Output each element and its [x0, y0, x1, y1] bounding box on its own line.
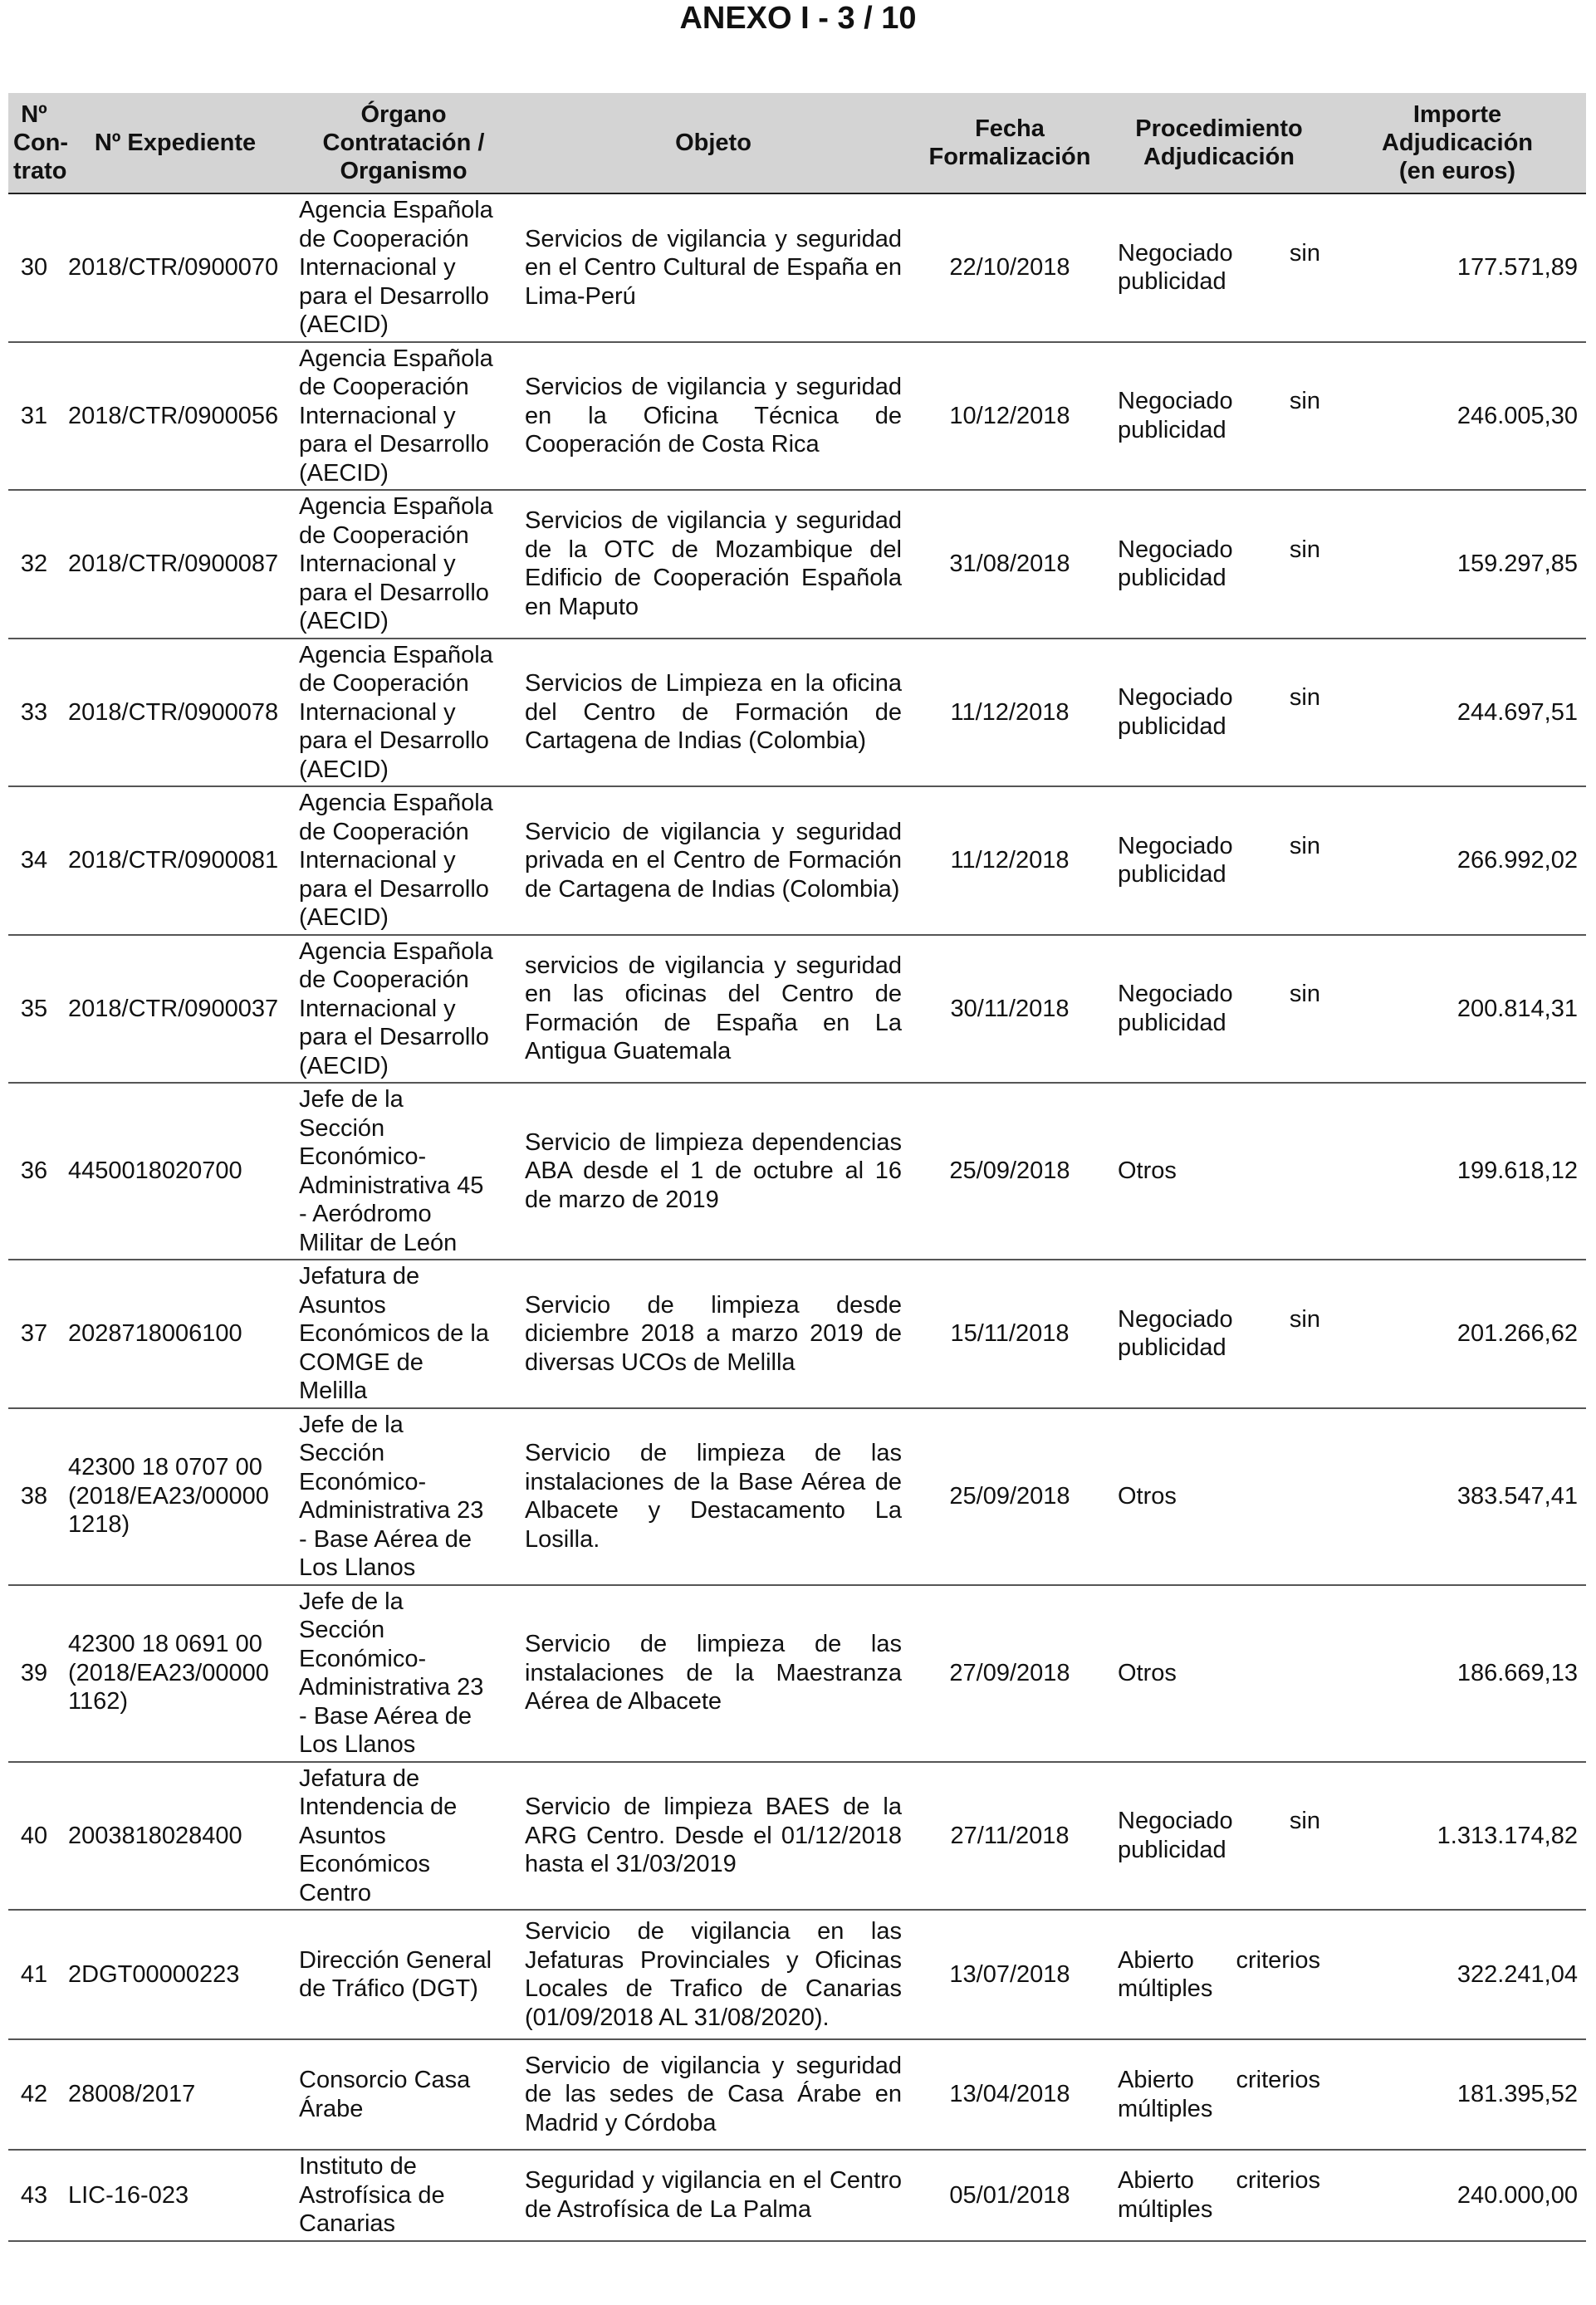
procedure-qualifier: sin — [1289, 388, 1320, 415]
formalization-date: 05/01/2018 — [910, 2150, 1109, 2241]
award-amount: 186.669,13 — [1329, 1585, 1586, 1762]
table-row — [8, 342, 1586, 491]
contracting-body: Jefe de la Sección Económico- Administrativa 23 - Base Aérea de Los Llanos — [291, 1585, 516, 1762]
procedure-qualifier: criterios — [1236, 2167, 1320, 2195]
header-fecha: Fecha Formalización — [910, 93, 1109, 193]
contract-object: Servicios de vigilancia y seguridad en el Centro Cultural de España en Lima-Perú — [516, 193, 910, 342]
procedure-detail: múltiples — [1118, 1975, 1213, 2002]
procedure-type: Negociado — [1118, 239, 1233, 267]
contract-number: 38 — [8, 1408, 60, 1585]
header-organo: Órgano Contratación / Organismo — [291, 93, 516, 193]
contract-object: Servicio de vigilancia y seguridad de las sedes de Casa Árabe en Madrid y Córdoba — [516, 2039, 910, 2150]
contract-number: 43 — [8, 2150, 60, 2241]
award-procedure — [1109, 490, 1329, 639]
contract-number: 34 — [8, 786, 60, 935]
procedure-type: Negociado — [1118, 981, 1233, 1008]
formalization-date: 25/09/2018 — [910, 1408, 1109, 1585]
expediente-number: 2018/CTR/0900078 — [60, 639, 291, 787]
award-procedure — [1109, 1910, 1329, 2039]
procedure-type: Negociado — [1118, 832, 1233, 859]
award-amount: 322.241,04 — [1329, 1910, 1586, 2039]
procedure-type: Negociado — [1118, 536, 1233, 563]
award-procedure — [1109, 2039, 1329, 2150]
contract-object: servicios de vigilancia y seguridad en las oficinas del Centro de Formación de España en La Antigua Guatemala — [516, 935, 910, 1084]
award-amount: 246.005,30 — [1329, 342, 1586, 491]
award-amount: 383.547,41 — [1329, 1408, 1586, 1585]
award-amount: 177.571,89 — [1329, 193, 1586, 342]
award-procedure — [1109, 342, 1329, 491]
award-procedure — [1109, 786, 1329, 935]
header-procedimiento: Procedimiento Adjudicación — [1109, 93, 1329, 193]
expediente-number: 28008/2017 — [60, 2039, 291, 2150]
procedure-type: Abierto — [1118, 1946, 1194, 1974]
expediente-number: 2028718006100 — [60, 1260, 291, 1408]
expediente-number: 42300 18 0691 00 (2018/EA23/00000 1162) — [60, 1585, 291, 1762]
expediente-number: 2DGT00000223 — [60, 1910, 291, 2039]
contract-object: Servicios de vigilancia y seguridad de la OTC de Mozambique del Edificio de Cooperación Española en Maputo — [516, 490, 910, 639]
award-amount: 201.266,62 — [1329, 1260, 1586, 1408]
procedure-type: Abierto — [1118, 2167, 1194, 2195]
procedure-detail: publicidad — [1118, 1334, 1226, 1362]
expediente-number: 2018/CTR/0900037 — [60, 935, 291, 1084]
contract-object: Servicios de vigilancia y seguridad en la Oficina Técnica de Cooperación de Costa Rica — [516, 342, 910, 491]
table-row — [8, 1408, 1586, 1585]
procedure-qualifier: sin — [1289, 684, 1320, 712]
procedure-type: Negociado — [1118, 1305, 1233, 1333]
award-amount: 181.395,52 — [1329, 2039, 1586, 2150]
contracts-table — [8, 93, 1586, 2242]
table-row — [8, 1083, 1586, 1260]
header-expediente: Nº Expediente — [60, 93, 291, 193]
table-row — [8, 490, 1586, 639]
procedure-type: Negociado — [1118, 684, 1233, 712]
procedure-detail: publicidad — [1118, 268, 1226, 296]
contract-number: 30 — [8, 193, 60, 342]
award-amount: 244.697,51 — [1329, 639, 1586, 787]
procedure-type: Abierto — [1118, 2067, 1194, 2093]
formalization-date: 13/07/2018 — [910, 1910, 1109, 2039]
procedure-detail: publicidad — [1118, 1836, 1226, 1863]
procedure-qualifier: sin — [1289, 832, 1320, 859]
formalization-date: 31/08/2018 — [910, 490, 1109, 639]
contract-number: 41 — [8, 1910, 60, 2039]
table-row — [8, 935, 1586, 1084]
formalization-date: 11/12/2018 — [910, 639, 1109, 787]
award-amount: 1.313.174,82 — [1329, 1762, 1586, 1911]
award-procedure — [1109, 1585, 1329, 1762]
table-row — [8, 2039, 1586, 2150]
award-procedure — [1109, 2150, 1329, 2241]
contracting-body: Agencia Española de Cooperación Internacional y para el Desarrollo (AECID) — [291, 193, 516, 342]
contracting-body: Consorcio Casa Árabe — [291, 2039, 516, 2150]
procedure-qualifier: sin — [1289, 1808, 1320, 1835]
expediente-number: LIC-16-023 — [60, 2150, 291, 2241]
contract-number: 42 — [8, 2039, 60, 2150]
table-row — [8, 1762, 1586, 1911]
contract-number: 31 — [8, 342, 60, 491]
contract-object: Seguridad y vigilancia en el Centro de Astrofísica de La Palma — [516, 2150, 910, 2241]
formalization-date: 11/12/2018 — [910, 786, 1109, 935]
award-amount: 240.000,00 — [1329, 2150, 1586, 2241]
formalization-date: 22/10/2018 — [910, 193, 1109, 342]
procedure-detail: publicidad — [1118, 861, 1226, 888]
contract-number: 33 — [8, 639, 60, 787]
table-row — [8, 639, 1586, 787]
formalization-date: 27/11/2018 — [910, 1762, 1109, 1911]
formalization-date: 25/09/2018 — [910, 1083, 1109, 1260]
contract-object: Servicio de limpieza de las instalaciones de la Maestranza Aérea de Albacete — [516, 1585, 910, 1762]
procedure-type: Negociado — [1118, 1808, 1233, 1835]
table-row — [8, 1585, 1586, 1762]
award-procedure — [1109, 1260, 1329, 1408]
contract-object: Servicio de limpieza BAES de la ARG Centro. Desde el 01/12/2018 hasta el 31/03/2019 — [516, 1762, 910, 1911]
contract-number: 36 — [8, 1083, 60, 1260]
expediente-number: 2003818028400 — [60, 1762, 291, 1911]
formalization-date: 13/04/2018 — [910, 2039, 1109, 2150]
contracting-body: Dirección General de Tráfico (DGT) — [291, 1910, 516, 2039]
contracting-body: Agencia Española de Cooperación Internacional y para el Desarrollo (AECID) — [291, 342, 516, 491]
page-title: ANEXO I - 3 / 10 — [679, 1, 917, 36]
award-amount: 200.814,31 — [1329, 935, 1586, 1084]
contracting-body: Agencia Española de Cooperación Internacional y para el Desarrollo (AECID) — [291, 786, 516, 935]
procedure-qualifier: criterios — [1236, 2067, 1320, 2093]
contracting-body: Agencia Española de Cooperación Internacional y para el Desarrollo (AECID) — [291, 490, 516, 639]
procedure-detail: múltiples — [1118, 2195, 1213, 2223]
contracting-body: Agencia Española de Cooperación Internacional y para el Desarrollo (AECID) — [291, 935, 516, 1084]
award-procedure — [1109, 639, 1329, 787]
procedure-qualifier: sin — [1289, 536, 1320, 563]
table-header-row — [8, 93, 1586, 193]
procedure-detail: publicidad — [1118, 712, 1226, 740]
formalization-date: 10/12/2018 — [910, 342, 1109, 491]
header-importe: Importe Adjudicación (en euros) — [1329, 93, 1586, 193]
procedure-qualifier: criterios — [1236, 1946, 1320, 1974]
contract-object: Servicio de limpieza de las instalaciones de la Base Aérea de Albacete y Destacamento La Losilla. — [516, 1408, 910, 1585]
award-procedure — [1109, 193, 1329, 342]
award-procedure — [1109, 935, 1329, 1084]
table-row — [8, 2150, 1586, 2241]
table-row — [8, 786, 1586, 935]
table-row — [8, 1260, 1586, 1408]
contract-object: Servicio de limpieza desde diciembre 2018 a marzo 2019 de diversas UCOs de Melilla — [516, 1260, 910, 1408]
contracting-body: Jefatura de Asuntos Económicos de la COMGE de Melilla — [291, 1260, 516, 1408]
header-objeto: Objeto — [516, 93, 910, 193]
contract-object: Servicio de vigilancia en las Jefaturas Provinciales y Oficinas Locales de Trafico de Canarias (01/09/2018 AL 31/08/2020). — [516, 1910, 910, 2039]
contract-object: Servicio de vigilancia y seguridad privada en el Centro de Formación de Cartagena de Indias (Colombia) — [516, 786, 910, 935]
expediente-number: 42300 18 0707 00 (2018/EA23/00000 1218) — [60, 1408, 291, 1585]
contracting-body: Jefatura de Intendencia de Asuntos Económicos Centro — [291, 1762, 516, 1911]
expediente-number: 2018/CTR/0900087 — [60, 490, 291, 639]
contract-number: 40 — [8, 1762, 60, 1911]
procedure-qualifier: sin — [1289, 981, 1320, 1008]
contracting-body: Jefe de la Sección Económico- Administrativa 23 - Base Aérea de Los Llanos — [291, 1408, 516, 1585]
procedure-qualifier: sin — [1289, 239, 1320, 267]
formalization-date: 27/09/2018 — [910, 1585, 1109, 1762]
contracting-body: Instituto de Astrofísica de Canarias — [291, 2150, 516, 2241]
expediente-number: 2018/CTR/0900070 — [60, 193, 291, 342]
award-procedure — [1109, 1083, 1329, 1260]
award-procedure — [1109, 1408, 1329, 1585]
procedure-qualifier: sin — [1289, 1305, 1320, 1333]
procedure-detail: publicidad — [1118, 565, 1226, 592]
procedure-type: Negociado — [1118, 388, 1233, 415]
header-num: Nº Con- trato — [8, 93, 60, 193]
award-amount: 159.297,85 — [1329, 490, 1586, 639]
award-amount: 266.992,02 — [1329, 786, 1586, 935]
contract-object: Servicios de Limpieza en la oficina del Centro de Formación de Cartagena de Indias (Colombia) — [516, 639, 910, 787]
procedure-type: Otros — [1118, 1659, 1177, 1686]
table-row — [8, 1910, 1586, 2039]
procedure-detail: publicidad — [1118, 1009, 1226, 1036]
contracting-body: Jefe de la Sección Económico- Administrativa 45 - Aeródromo Militar de León — [291, 1083, 516, 1260]
award-procedure — [1109, 1762, 1329, 1911]
procedure-type: Otros — [1118, 1482, 1177, 1510]
expediente-number: 4450018020700 — [60, 1083, 291, 1260]
table-row — [8, 193, 1586, 342]
contract-number: 37 — [8, 1260, 60, 1408]
award-amount: 199.618,12 — [1329, 1083, 1586, 1260]
procedure-detail: publicidad — [1118, 416, 1226, 443]
expediente-number: 2018/CTR/0900056 — [60, 342, 291, 491]
contract-number: 35 — [8, 935, 60, 1084]
formalization-date: 15/11/2018 — [910, 1260, 1109, 1408]
procedure-detail: múltiples — [1118, 2095, 1213, 2122]
contract-object: Servicio de limpieza dependencias ABA desde el 1 de octubre al 16 de marzo de 2019 — [516, 1083, 910, 1260]
formalization-date: 30/11/2018 — [910, 935, 1109, 1084]
contracting-body: Agencia Española de Cooperación Internacional y para el Desarrollo (AECID) — [291, 639, 516, 787]
procedure-type: Otros — [1118, 1157, 1177, 1185]
contract-number: 39 — [8, 1585, 60, 1762]
contract-number: 32 — [8, 490, 60, 639]
expediente-number: 2018/CTR/0900081 — [60, 786, 291, 935]
